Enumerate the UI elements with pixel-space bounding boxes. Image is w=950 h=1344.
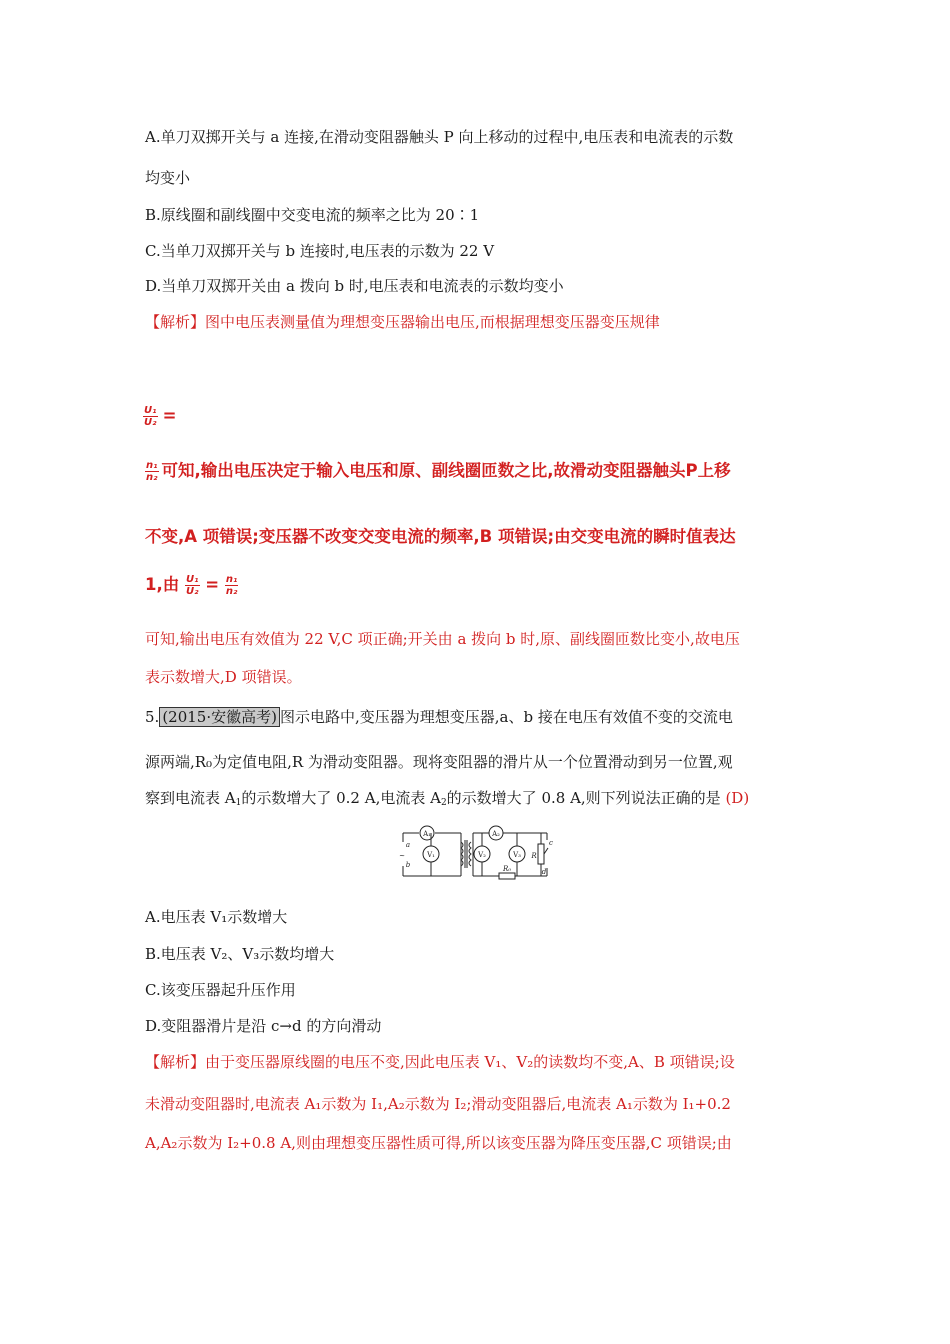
frac-numerator: n₁ [146, 460, 158, 471]
analysis1-line2 [145, 458, 809, 484]
frac-denominator: U₂ [144, 417, 157, 428]
analysis1-line3: 不变,A 项错误;变压器不改变交变电流的频率,B 项错误;由交变电流的瞬时值表达 [145, 527, 736, 546]
subscript: 1 [235, 798, 242, 808]
option-a-line1: A.单刀双掷开关与 a 连接,在滑动变阻器触头 P 向上移动的过程中,电压表和电流表的示数 [145, 128, 734, 146]
ac-symbol: ~ [399, 852, 405, 860]
q5-text: 的示数增大了 0.2 A,电流表 A [241, 789, 441, 807]
analysis1-text: 可知,输出电压决定于输入电压和原、副线圈匝数之比,故滑动变阻器触头P上移 [161, 461, 731, 480]
r0-label: R₀ [502, 865, 512, 873]
voltmeter-v1-label: V₁ [427, 851, 435, 859]
analysis2-text: 由于变压器原线圈的电压不变,因此电压表 V₁、V₂的读数均不变,A、B 项错误;设 [205, 1053, 735, 1071]
analysis-tag: 【解析】 [145, 313, 206, 331]
r-label: R [531, 852, 537, 860]
option-b: B.原线圈和副线圈中交变电流的频率之比为 20∶1 [145, 206, 480, 224]
frac-numerator: n₁ [225, 574, 238, 585]
equals-sign: = [162, 406, 177, 425]
q5-line2: 源两端,R₀为定值电阻,R 为滑动变阻器。现将变阻器的滑片从一个位置滑动到另一位置,观 [145, 753, 733, 771]
q5-text: 的示数增大了 0.8 A,则下列说法正确的是 [446, 789, 721, 807]
c-label: c [549, 839, 553, 847]
option-d: D.当单刀双掷开关由 a 拨向 b 时,电压表和电流表的示数均变小 [145, 277, 564, 295]
ammeter-a1-label: A₁ [423, 830, 431, 838]
voltmeter-v2-label: V₂ [478, 851, 486, 859]
frac-denominator: n₂ [225, 586, 238, 597]
option-a-line2: 均变小 [145, 169, 191, 187]
analysis2-line2: 未滑动变阻器时,电流表 A₁示数为 I₁,A₂示数为 I₂;滑动变阻器后,电流表 A₁示数为 I₁+0.2 [145, 1095, 731, 1113]
subscript: 2 [440, 798, 447, 808]
q5-option-a: A.电压表 V₁示数增大 [145, 908, 288, 926]
analysis-tag: 【解析】 [145, 1053, 206, 1071]
analysis1-line6: 表示数增大,D 项错误。 [145, 668, 302, 686]
voltmeter-v3-label: V₃ [513, 851, 521, 859]
frac-numerator: U₁ [144, 405, 157, 416]
q5-option-c: C.该变压器起升压作用 [145, 981, 296, 999]
source-label: (2015·安徽高考) [159, 707, 280, 727]
analysis2-line1 [145, 1052, 735, 1072]
terminal-a-label: a [405, 841, 411, 849]
q5-line1 [145, 707, 733, 727]
q5-option-b: B.电压表 V₂、V₃示数均增大 [145, 945, 335, 963]
d-label: d [541, 868, 547, 876]
circuit-diagram [395, 818, 560, 884]
q5-line3 [145, 788, 749, 813]
analysis1-line1 [145, 312, 660, 332]
analysis2-line3: A,A₂示数为 I₂+0.8 A,则由理想变压器性质可得,所以该变压器为降压变压器,C 项错误;由 [145, 1134, 732, 1152]
answer-mark: (D) [725, 789, 750, 807]
q5-option-d: D.变阻器滑片是沿 c→d 的方向滑动 [145, 1017, 382, 1035]
terminal-b-label: b [405, 861, 411, 869]
equals-sign: = [205, 575, 220, 594]
q5-text: 察到电流表 A [145, 789, 236, 807]
option-c: C.当单刀双掷开关与 b 连接时,电压表的示数为 22 V [145, 242, 495, 260]
analysis1-text: 图中电压表测量值为理想变压器输出电压,而根据理想变压器变压规律 [205, 313, 660, 331]
question-number: 5. [145, 708, 160, 726]
frac-numerator: U₁ [186, 574, 199, 585]
q5-text: 图示电路中,变压器为理想变压器,a、b 接在电压有效值不变的交流电 [279, 708, 733, 726]
analysis1-text: 1,由 [145, 575, 180, 594]
frac-denominator: n₂ [146, 472, 158, 483]
frac-denominator: U₂ [186, 586, 199, 597]
analysis1-line5: 可知,输出电压有效值为 22 V,C 项正确;开关由 a 拨向 b 时,原、副线圈匝数比变小,故电压 [145, 630, 740, 648]
ammeter-a2-label: A₂ [492, 830, 500, 838]
analysis1-line4 [145, 570, 809, 600]
formula-u-ratio [143, 405, 176, 428]
